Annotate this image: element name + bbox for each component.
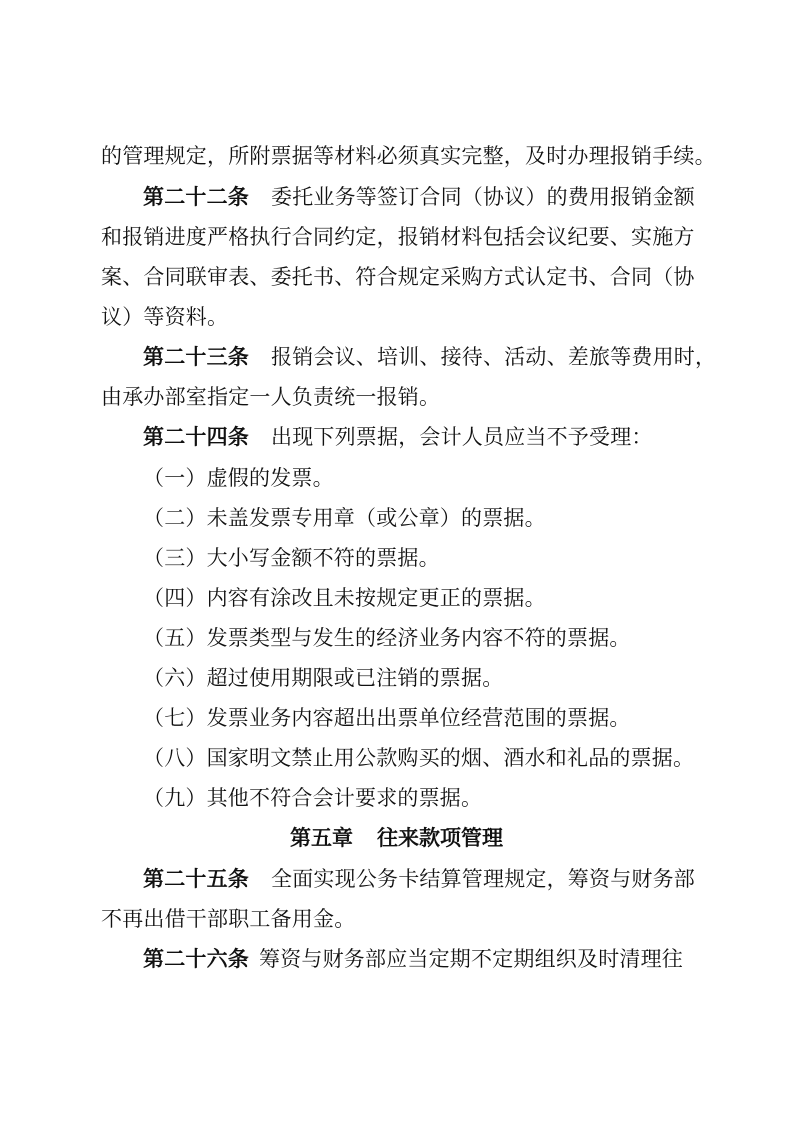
article-text: 委托业务等签订合同（协议）的费用报销金额 [271, 185, 695, 209]
article-26 [143, 939, 693, 979]
list-item: （八）国家明文禁止用公款购买的烟、酒水和礼品的票据。 [143, 746, 695, 770]
article-22 [143, 177, 693, 217]
paragraph-line: 由承办部室指定一人负责统一报销。 [101, 385, 441, 409]
article-23 [143, 337, 717, 377]
article-number: 第二十二条 [143, 184, 249, 209]
paragraph-line: 案、合同联审表、委托书、符合规定采购方式认定书、合同（协 [101, 265, 695, 289]
paragraph-line: 和报销进度严格执行合同约定，报销材料包括会议纪要、实施方 [101, 225, 695, 249]
article-text: 出现下列票据，会计人员应当不予受理： [271, 425, 653, 449]
article-number: 第二十四条 [143, 424, 249, 449]
list-item: （二）未盖发票专用章（或公章）的票据。 [143, 506, 546, 530]
list-item: （七）发票业务内容超出出票单位经营范围的票据。 [143, 706, 631, 730]
list-item: （三）大小写金额不符的票据。 [143, 546, 440, 570]
chapter-heading [0, 818, 793, 858]
chapter-number: 第五章 [290, 825, 353, 850]
article-number: 第二十三条 [143, 344, 249, 369]
article-24 [143, 417, 693, 457]
article-text: 全面实现公务卡结算管理规定，筹资与财务部 [271, 867, 695, 891]
paragraph-line: 不再出借干部职工备用金。 [101, 907, 356, 931]
article-text: 筹资与财务部应当定期不定期组织及时清理往 [259, 947, 683, 971]
list-item: （六）超过使用期限或已注销的票据。 [143, 666, 504, 690]
list-item: （九）其他不符合会计要求的票据。 [143, 786, 483, 810]
article-25 [143, 859, 693, 899]
article-text: 报销会议、培训、接待、活动、差旅等费用时， [271, 345, 717, 369]
list-item: （五）发票类型与发生的经济业务内容不符的票据。 [143, 626, 631, 650]
chapter-title: 往来款项管理 [377, 825, 503, 850]
article-number: 第二十六条 [143, 946, 249, 971]
list-item: （一）虚假的发票。 [143, 466, 334, 490]
paragraph-line: 议）等资料。 [101, 305, 229, 329]
article-number: 第二十五条 [143, 866, 249, 891]
list-item: （四）内容有涂改且未按规定更正的票据。 [143, 586, 546, 610]
paragraph-line: 的管理规定，所附票据等材料必须真实完整，及时办理报销手续。 [101, 144, 716, 168]
